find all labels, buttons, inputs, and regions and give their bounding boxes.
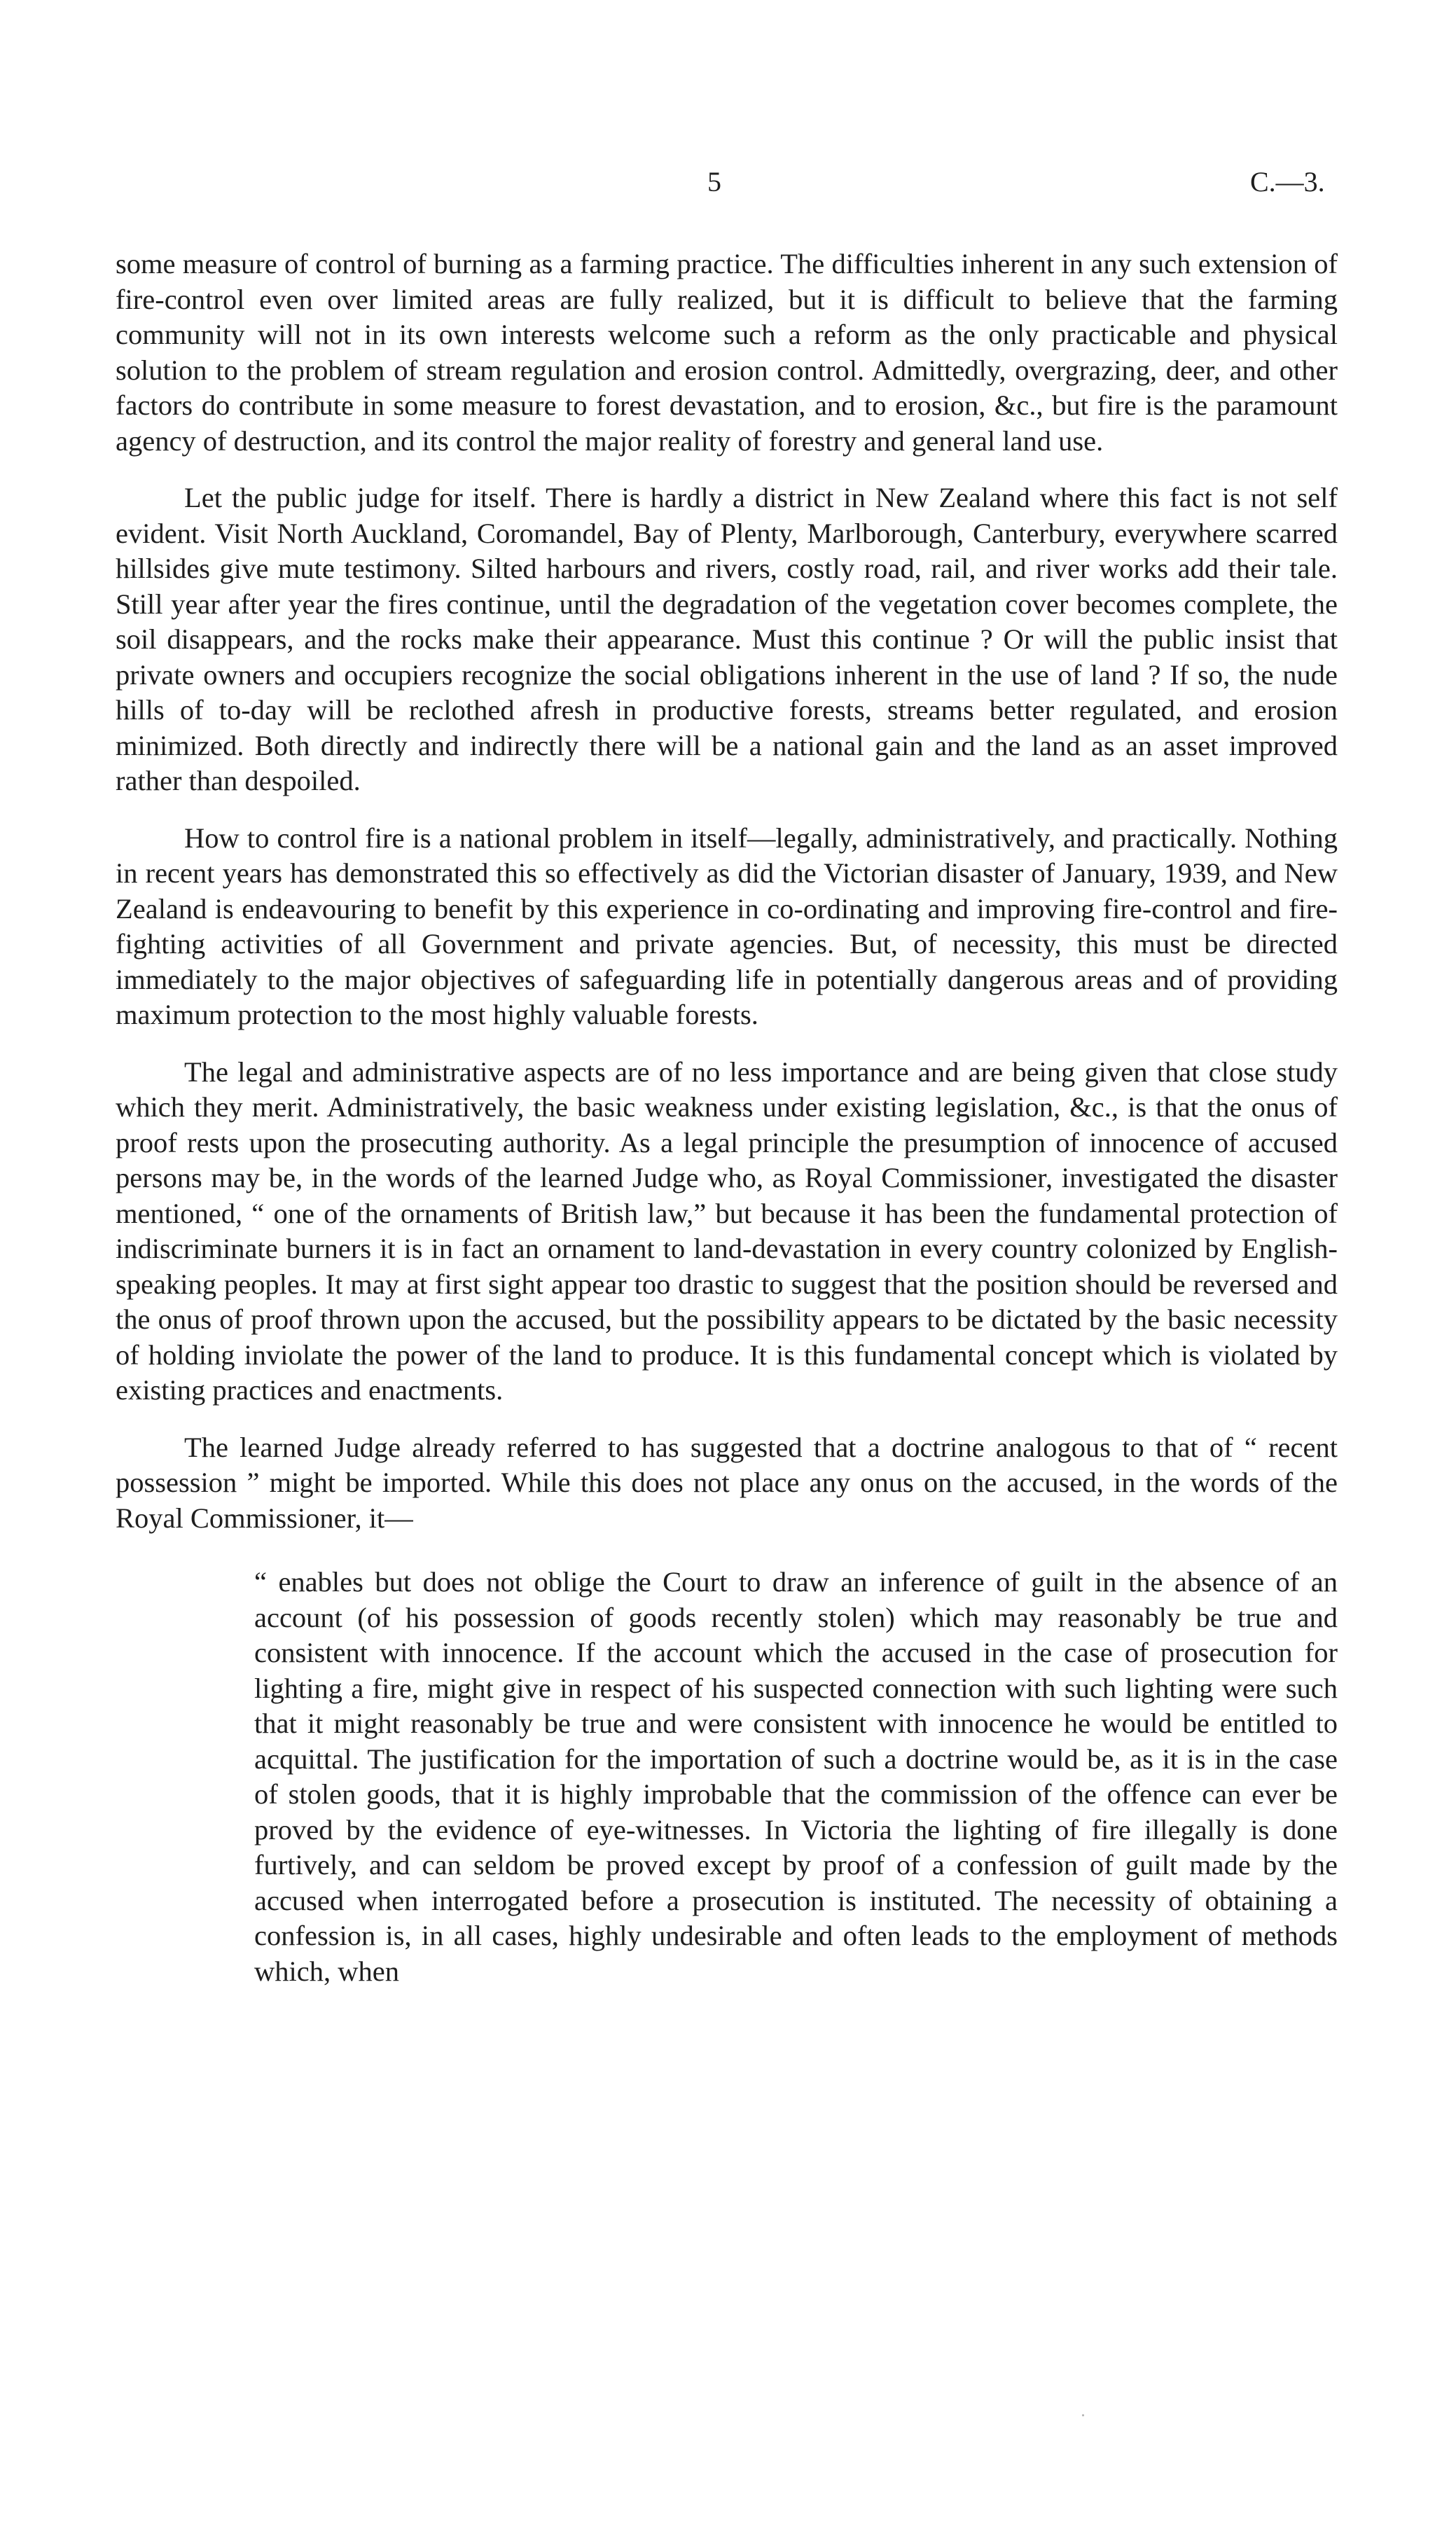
document-reference: C.—3. xyxy=(1250,166,1325,198)
paragraph-fire-control: How to control fire is a national problem in itself—legally, administratively, and practically. Nothing in recent years has demonstrated this so effectively as did the Victorian disaster of January, 1939, and New Zealand is endeavouring to benefit by this experience in co-ordinating and improving fire-control and fire-fighting activities of all Government and private agencies. But, of necessity, this must be directed immediately to the major objectives of safeguarding life in potentially dangerous areas and of providing maximum protection to the most highly valuable forests. xyxy=(116,822,1338,1030)
body-text xyxy=(116,247,1338,1989)
paragraph-recent-possession: The learned Judge already referred to has suggested that a doctrine analogous to that of “ recent possession ” might be imported. While this does not place any onus on the accused, in the words of the Royal Commissioner, it— xyxy=(116,1431,1338,1534)
page-header xyxy=(0,165,1456,207)
paragraph-legal-aspects: The legal and administrative aspects are of no less importance and are being given that close study which they merit. Administratively, the basic weakness under existing legislation, &c., is that the onus of proof rests upon the prosecuting authority. As a legal principle the presumption of innocence of accused persons may be, in the words of the learned Judge who, as Royal Commissioner, investigated the disaster mentioned, “ one of the ornaments of British law,” but because it has been the fundamental protection of indiscriminate burners it is in fact an ornament to land-devastation in every country colonized by English-speaking peoples. It may at first sight appear too drastic to suggest that the position should be reversed and the onus of proof thrown upon the accused, but the possibility appears to be dictated by the basic necessity of holding inviolate the power of the land to produce. It is this fundamental concept which is violated by existing practices and enactments. xyxy=(116,1055,1338,1406)
block-quote: “ enables but does not oblige the Court to draw an inference of guilt in the absence of an account (of his possession of goods recently stolen) which may reasonably be true and consistent with innocence. If the account which the accused in the case of prosecution for lighting a fire, might give in respect of his suspected connection with such lighting were such that it might reasonably be true and were consistent with innocence he would be entitled to acquittal. The justification for the importation of such a doctrine would be, as it is in the case of stolen goods, that it is highly improbable that the commission of the offence can ever be proved by the evidence of eye-witnesses. In Victoria the lighting of fire illegally is done furtively, and can seldom be proved except by proof of a confession of guilt made by the accused when interrogated before a prosecution is instituted. The necessity of obtaining a confession is, in all cases, highly undesirable and often leads to the employment of methods which, when xyxy=(254,1566,1338,1987)
page-number: 5 xyxy=(707,166,721,198)
scan-speck xyxy=(1082,2414,1084,2416)
paragraph-public-judge: Let the public judge for itself. There is hardly a district in New Zealand where this fact is not self evident. Visit North Auckland, Coromandel, Bay of Plenty, Marlborough, Canterbury, everywhere scarred hillsides give mute testimony. Silted harbours and rivers, costly road, rail, and river works add their tale. Still year after year the fires continue, until the degradation of the vegetation cover becomes complete, the soil disappears, and the rocks make their appearance. Must this continue ? Or will the public insist that private owners and occupiers recognize the social obligations inherent in the use of land ? If so, the nude hills of to-day will be reclothed afresh in productive forests, streams better regulated, and erosion minimized. Both directly and indirectly there will be a national gain and the land as an asset improved rather than despoiled. xyxy=(116,482,1338,796)
paragraph-continued: some measure of control of burning as a farming practice. The difficulties inherent in any such extension of fire-control even over limited areas are fully realized, but it is difficult to believe that the farming community will not in its own interests welcome such a reform as the only practicable and physical solution to the problem of stream regulation and erosion control. Admittedly, overgrazing, deer, and other factors do contribute in some measure to forest devastation, and to erosion, &c., but fire is the paramount agency of destruction, and its control the major reality of forestry and general land use. xyxy=(116,248,1338,457)
